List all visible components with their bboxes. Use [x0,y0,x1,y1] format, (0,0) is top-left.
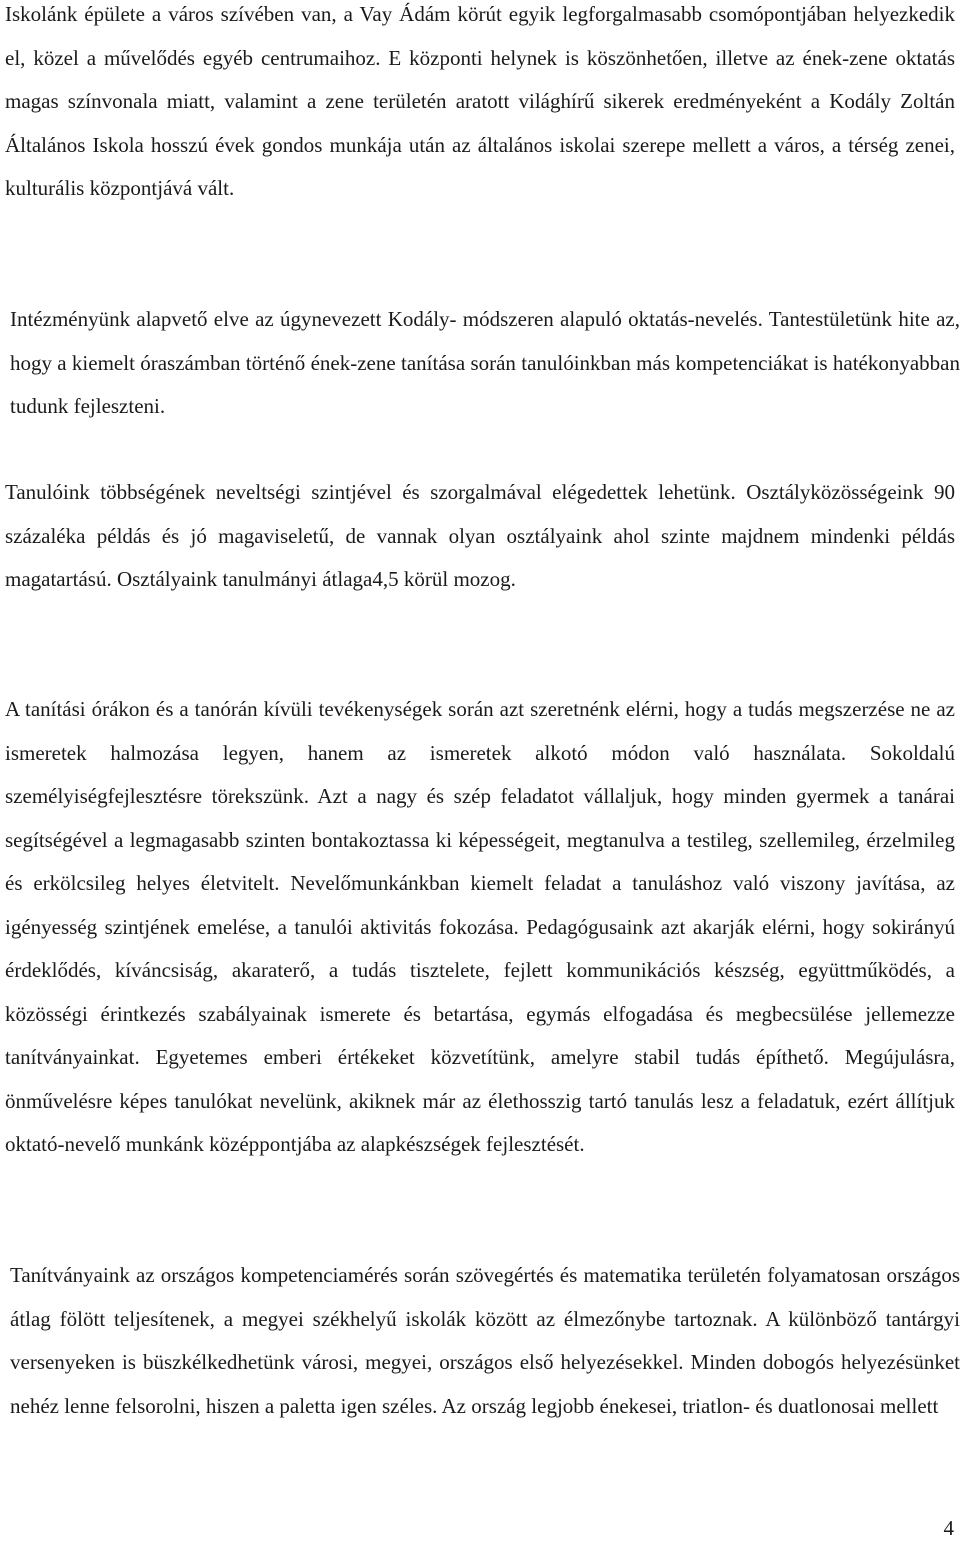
paragraph-school-location: Iskolánk épülete a város szívében van, a Vay Ádám körút egyik legforgalmasabb csomópontjában helyezkedik el, közel a művelődés egyéb centrumaihoz. E központi helynek is köszönhetően, illetve az ének-zene oktatás magas színvonala miatt, valamint a zene területén aratott világhírű sikerek eredményeként a Kodály Zoltán Általános Iskola hosszú évek gondos munkája után az általános iskolai szerepe mellett a város, a térség zenei, kulturális központjává vált. [5,2,955,200]
page-number: 4 [943,1516,954,1540]
paragraph-kodaly-method: Intézményünk alapvető elve az úgynevezett Kodály- módszeren alapuló oktatás-nevelés. Tantestületünk hite az, hogy a kiemelt óraszámban történő ének-zene tanítása során tanulóinkban más kompetenciákat is hatékonyabban tudunk fejleszteni. [10,307,960,418]
paragraph-student-behavior: Tanulóink többségének neveltségi szintjével és szorgalmával elégedettek lehetünk. Osztályközösségeink 90 százaléka példás és jó magaviseletű, de vannak olyan osztályaink ahol szinte majdnem mindenki példás magatartású. Osztályaink tanulmányi átlaga4,5 körül mozog. [5,480,955,591]
paragraph-competitions: Tanítványaink az országos kompetenciamérés során szövegértés és matematika területén folyamatosan országos átlag fölött teljesítenek, a megyei székhelyű iskolák között az élmezőnybe tartoznak. A különböző tantárgyi versenyeken is büszkélkedhetünk városi, megyei, országos első helyezésekkel. Minden dobogós helyezésünket nehéz lenne felsorolni, hiszen a paletta igen széles. Az ország legjobb énekesei, triatlon- és duatlonosai mellett [10,1263,960,1418]
paragraph-teaching-goals: A tanítási órákon és a tanórán kívüli tevékenységek során azt szeretnénk elérni, hogy a tudás megszerzése ne az ismeretek halmozása legyen, hanem az ismeretek alkotó módon való használata. Sokoldalú személyiségfejlesztésre törekszünk. Azt a nagy és szép feladatot vállaljuk, hogy minden gyermek a tanárai segítségével a legmagasabb szinten bontakoztassa ki képességeit, megtanulva a testileg, szellemileg, érzelmileg és erkölcsileg helyes életvitelt. Nevelőmunkánkban kiemelt feladat a tanuláshoz való viszony javítása, az igényesség szintjének emelése, a tanulói aktivitás fokozása. Pedagógusaink azt akarják elérni, hogy sokirányú érdeklődés, kíváncsiság, akaraterő, a tudás tisztelete, fejlett kommunikációs készség, együttműködés, a közösségi érintkezés szabályainak ismerete és betartása, egymás elfogadása és megbecsülése jellemezze tanítványainkat. Egyetemes emberi értékeket közvetítünk, amelyre stabil tudás építhető. Megújulásra, önművelésre képes tanulókat nevelünk, akiknek már az élethosszig tartó tanulás lesz a feladatuk, ezért állítjuk oktató-nevelő munkánk középpontjába az alapkészségek fejlesztését. [5,697,955,1156]
